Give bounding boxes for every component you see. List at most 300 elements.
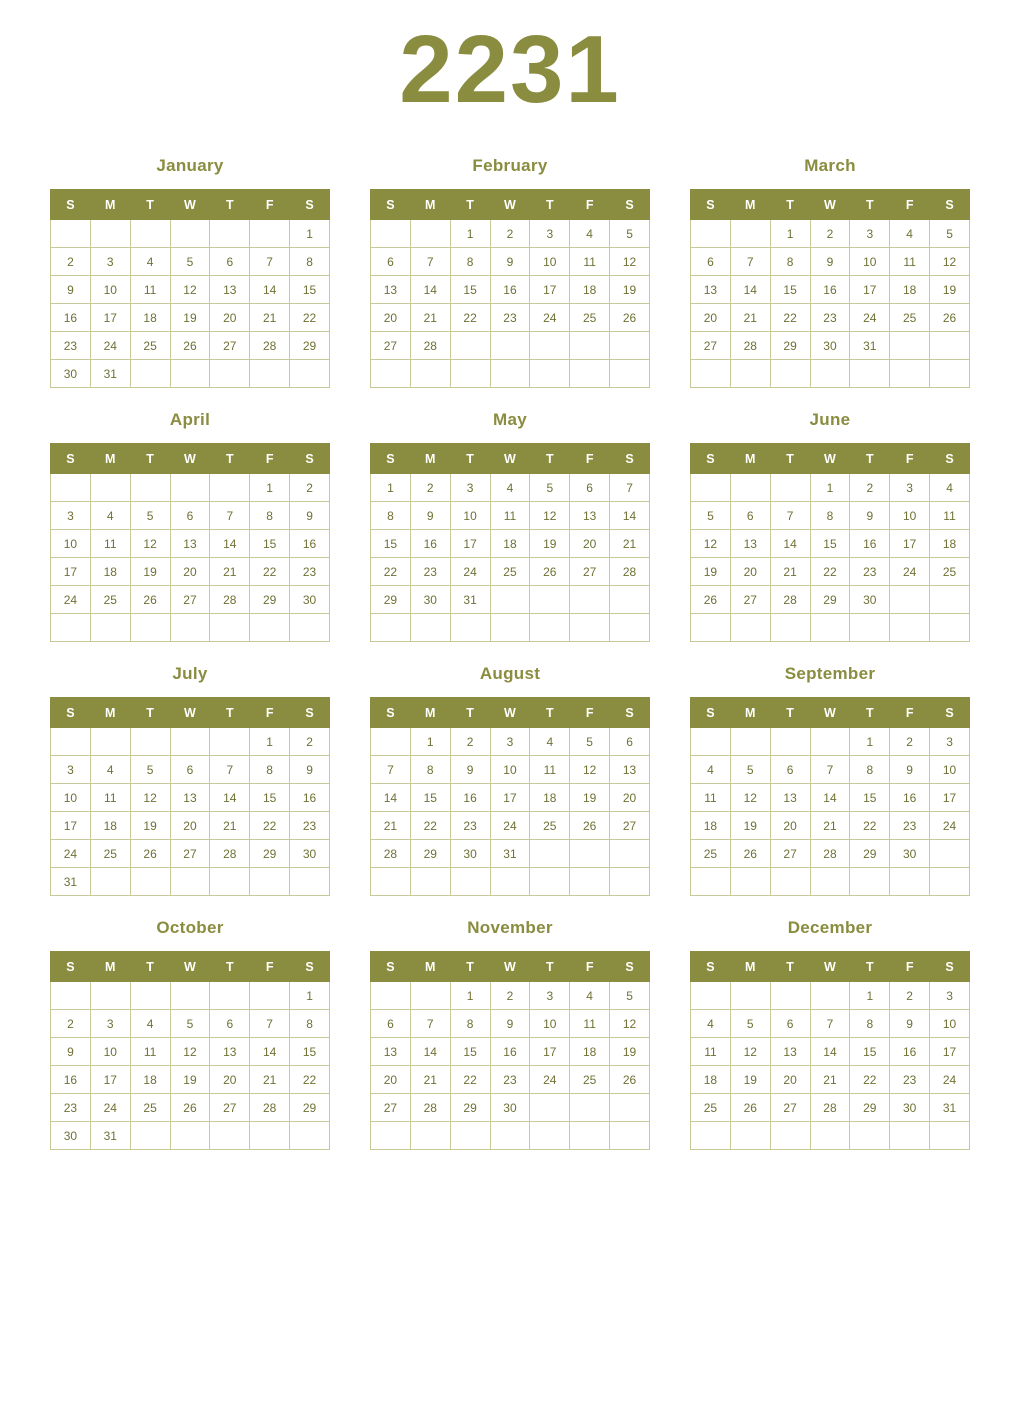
- day-cell[interactable]: 26: [610, 304, 650, 332]
- day-cell[interactable]: 5: [610, 220, 650, 248]
- day-cell[interactable]: 9: [490, 1010, 530, 1038]
- day-cell[interactable]: 25: [490, 558, 530, 586]
- day-cell[interactable]: 7: [610, 474, 650, 502]
- day-cell[interactable]: 18: [570, 276, 610, 304]
- day-cell[interactable]: 23: [51, 332, 91, 360]
- day-cell[interactable]: 5: [130, 756, 170, 784]
- day-cell[interactable]: 14: [210, 784, 250, 812]
- day-cell[interactable]: 4: [691, 756, 731, 784]
- day-cell[interactable]: 31: [51, 868, 91, 896]
- day-cell[interactable]: 29: [410, 840, 450, 868]
- day-cell[interactable]: 21: [810, 812, 850, 840]
- day-cell[interactable]: 23: [850, 558, 890, 586]
- day-cell[interactable]: 20: [730, 558, 770, 586]
- day-cell[interactable]: 28: [770, 586, 810, 614]
- day-cell[interactable]: 22: [850, 1066, 890, 1094]
- day-cell[interactable]: 22: [810, 558, 850, 586]
- day-cell[interactable]: 11: [930, 502, 970, 530]
- day-cell[interactable]: 13: [170, 530, 210, 558]
- day-cell[interactable]: 8: [250, 502, 290, 530]
- day-cell[interactable]: 19: [570, 784, 610, 812]
- day-cell[interactable]: 4: [570, 220, 610, 248]
- day-cell[interactable]: 14: [410, 276, 450, 304]
- day-cell[interactable]: 12: [130, 784, 170, 812]
- day-cell[interactable]: 20: [170, 558, 210, 586]
- day-cell[interactable]: 15: [410, 784, 450, 812]
- day-cell[interactable]: 9: [810, 248, 850, 276]
- day-cell[interactable]: 23: [810, 304, 850, 332]
- day-cell[interactable]: 28: [210, 586, 250, 614]
- day-cell[interactable]: 25: [90, 840, 130, 868]
- day-cell[interactable]: 13: [210, 1038, 250, 1066]
- day-cell[interactable]: 20: [610, 784, 650, 812]
- day-cell[interactable]: 26: [691, 586, 731, 614]
- day-cell[interactable]: 29: [770, 332, 810, 360]
- day-cell[interactable]: 28: [410, 332, 450, 360]
- day-cell[interactable]: 2: [51, 1010, 91, 1038]
- day-cell[interactable]: 24: [850, 304, 890, 332]
- day-cell[interactable]: 29: [290, 1094, 330, 1122]
- day-cell[interactable]: 19: [130, 558, 170, 586]
- day-cell[interactable]: 11: [490, 502, 530, 530]
- day-cell[interactable]: 5: [170, 1010, 210, 1038]
- day-cell[interactable]: 31: [930, 1094, 970, 1122]
- day-cell[interactable]: 23: [51, 1094, 91, 1122]
- day-cell[interactable]: 27: [210, 332, 250, 360]
- day-cell[interactable]: 22: [290, 1066, 330, 1094]
- day-cell[interactable]: 24: [51, 586, 91, 614]
- day-cell[interactable]: 10: [450, 502, 490, 530]
- day-cell[interactable]: 1: [850, 728, 890, 756]
- day-cell[interactable]: 10: [90, 1038, 130, 1066]
- day-cell[interactable]: 23: [290, 812, 330, 840]
- day-cell[interactable]: 3: [530, 220, 570, 248]
- day-cell[interactable]: 9: [890, 756, 930, 784]
- day-cell[interactable]: 13: [691, 276, 731, 304]
- day-cell[interactable]: 14: [810, 784, 850, 812]
- day-cell[interactable]: 26: [130, 840, 170, 868]
- day-cell[interactable]: 31: [490, 840, 530, 868]
- day-cell[interactable]: 24: [490, 812, 530, 840]
- day-cell[interactable]: 21: [371, 812, 411, 840]
- day-cell[interactable]: 7: [410, 1010, 450, 1038]
- day-cell[interactable]: 30: [890, 1094, 930, 1122]
- day-cell[interactable]: 7: [770, 502, 810, 530]
- day-cell[interactable]: 14: [210, 530, 250, 558]
- day-cell[interactable]: 23: [450, 812, 490, 840]
- day-cell[interactable]: 8: [250, 756, 290, 784]
- day-cell[interactable]: 13: [770, 1038, 810, 1066]
- day-cell[interactable]: 10: [490, 756, 530, 784]
- day-cell[interactable]: 6: [570, 474, 610, 502]
- day-cell[interactable]: 10: [530, 248, 570, 276]
- day-cell[interactable]: 10: [51, 784, 91, 812]
- day-cell[interactable]: 3: [450, 474, 490, 502]
- day-cell[interactable]: 2: [890, 728, 930, 756]
- day-cell[interactable]: 23: [290, 558, 330, 586]
- day-cell[interactable]: 18: [490, 530, 530, 558]
- day-cell[interactable]: 29: [850, 1094, 890, 1122]
- day-cell[interactable]: 6: [371, 248, 411, 276]
- day-cell[interactable]: 18: [890, 276, 930, 304]
- day-cell[interactable]: 26: [730, 1094, 770, 1122]
- day-cell[interactable]: 28: [250, 332, 290, 360]
- day-cell[interactable]: 22: [450, 304, 490, 332]
- day-cell[interactable]: 21: [250, 304, 290, 332]
- day-cell[interactable]: 3: [90, 248, 130, 276]
- day-cell[interactable]: 3: [890, 474, 930, 502]
- day-cell[interactable]: 8: [290, 248, 330, 276]
- day-cell[interactable]: 11: [570, 1010, 610, 1038]
- day-cell[interactable]: 8: [450, 1010, 490, 1038]
- day-cell[interactable]: 31: [850, 332, 890, 360]
- day-cell[interactable]: 22: [770, 304, 810, 332]
- day-cell[interactable]: 18: [530, 784, 570, 812]
- day-cell[interactable]: 17: [51, 812, 91, 840]
- day-cell[interactable]: 24: [90, 1094, 130, 1122]
- day-cell[interactable]: 27: [730, 586, 770, 614]
- day-cell[interactable]: 19: [170, 304, 210, 332]
- day-cell[interactable]: 21: [610, 530, 650, 558]
- day-cell[interactable]: 27: [770, 840, 810, 868]
- day-cell[interactable]: 22: [250, 558, 290, 586]
- day-cell[interactable]: 27: [691, 332, 731, 360]
- day-cell[interactable]: 7: [210, 502, 250, 530]
- day-cell[interactable]: 9: [490, 248, 530, 276]
- day-cell[interactable]: 29: [450, 1094, 490, 1122]
- day-cell[interactable]: 9: [290, 502, 330, 530]
- day-cell[interactable]: 13: [371, 1038, 411, 1066]
- day-cell[interactable]: 15: [371, 530, 411, 558]
- day-cell[interactable]: 10: [90, 276, 130, 304]
- day-cell[interactable]: 30: [850, 586, 890, 614]
- day-cell[interactable]: 4: [691, 1010, 731, 1038]
- day-cell[interactable]: 25: [930, 558, 970, 586]
- day-cell[interactable]: 29: [810, 586, 850, 614]
- day-cell[interactable]: 9: [51, 1038, 91, 1066]
- day-cell[interactable]: 3: [850, 220, 890, 248]
- day-cell[interactable]: 17: [450, 530, 490, 558]
- day-cell[interactable]: 24: [930, 1066, 970, 1094]
- day-cell[interactable]: 15: [450, 1038, 490, 1066]
- day-cell[interactable]: 3: [51, 756, 91, 784]
- day-cell[interactable]: 7: [810, 1010, 850, 1038]
- day-cell[interactable]: 6: [210, 1010, 250, 1038]
- day-cell[interactable]: 8: [850, 1010, 890, 1038]
- day-cell[interactable]: 16: [51, 304, 91, 332]
- day-cell[interactable]: 6: [210, 248, 250, 276]
- day-cell[interactable]: 19: [730, 812, 770, 840]
- day-cell[interactable]: 1: [410, 728, 450, 756]
- day-cell[interactable]: 8: [410, 756, 450, 784]
- day-cell[interactable]: 11: [130, 1038, 170, 1066]
- day-cell[interactable]: 22: [371, 558, 411, 586]
- day-cell[interactable]: 22: [290, 304, 330, 332]
- day-cell[interactable]: 12: [170, 1038, 210, 1066]
- day-cell[interactable]: 14: [730, 276, 770, 304]
- day-cell[interactable]: 22: [410, 812, 450, 840]
- day-cell[interactable]: 25: [570, 304, 610, 332]
- day-cell[interactable]: 19: [730, 1066, 770, 1094]
- day-cell[interactable]: 11: [570, 248, 610, 276]
- day-cell[interactable]: 10: [51, 530, 91, 558]
- day-cell[interactable]: 27: [170, 840, 210, 868]
- day-cell[interactable]: 9: [450, 756, 490, 784]
- day-cell[interactable]: 11: [691, 784, 731, 812]
- day-cell[interactable]: 5: [930, 220, 970, 248]
- day-cell[interactable]: 10: [930, 756, 970, 784]
- day-cell[interactable]: 6: [170, 756, 210, 784]
- day-cell[interactable]: 7: [810, 756, 850, 784]
- day-cell[interactable]: 5: [730, 1010, 770, 1038]
- day-cell[interactable]: 30: [490, 1094, 530, 1122]
- day-cell[interactable]: 17: [51, 558, 91, 586]
- day-cell[interactable]: 7: [250, 1010, 290, 1038]
- day-cell[interactable]: 30: [890, 840, 930, 868]
- day-cell[interactable]: 16: [850, 530, 890, 558]
- day-cell[interactable]: 27: [371, 332, 411, 360]
- day-cell[interactable]: 5: [730, 756, 770, 784]
- day-cell[interactable]: 15: [250, 784, 290, 812]
- day-cell[interactable]: 23: [890, 812, 930, 840]
- day-cell[interactable]: 18: [691, 1066, 731, 1094]
- day-cell[interactable]: 17: [530, 1038, 570, 1066]
- day-cell[interactable]: 27: [170, 586, 210, 614]
- day-cell[interactable]: 13: [610, 756, 650, 784]
- day-cell[interactable]: 11: [691, 1038, 731, 1066]
- day-cell[interactable]: 16: [410, 530, 450, 558]
- day-cell[interactable]: 21: [730, 304, 770, 332]
- day-cell[interactable]: 14: [250, 276, 290, 304]
- day-cell[interactable]: 20: [210, 304, 250, 332]
- day-cell[interactable]: 16: [51, 1066, 91, 1094]
- day-cell[interactable]: 28: [810, 840, 850, 868]
- day-cell[interactable]: 22: [850, 812, 890, 840]
- day-cell[interactable]: 15: [290, 276, 330, 304]
- day-cell[interactable]: 25: [890, 304, 930, 332]
- day-cell[interactable]: 16: [890, 784, 930, 812]
- day-cell[interactable]: 24: [450, 558, 490, 586]
- day-cell[interactable]: 10: [890, 502, 930, 530]
- day-cell[interactable]: 19: [930, 276, 970, 304]
- day-cell[interactable]: 12: [730, 1038, 770, 1066]
- day-cell[interactable]: 2: [890, 982, 930, 1010]
- day-cell[interactable]: 12: [691, 530, 731, 558]
- day-cell[interactable]: 20: [210, 1066, 250, 1094]
- day-cell[interactable]: 20: [170, 812, 210, 840]
- day-cell[interactable]: 23: [490, 304, 530, 332]
- day-cell[interactable]: 26: [170, 1094, 210, 1122]
- day-cell[interactable]: 4: [930, 474, 970, 502]
- day-cell[interactable]: 27: [770, 1094, 810, 1122]
- day-cell[interactable]: 12: [930, 248, 970, 276]
- day-cell[interactable]: 9: [850, 502, 890, 530]
- day-cell[interactable]: 19: [610, 276, 650, 304]
- day-cell[interactable]: 6: [730, 502, 770, 530]
- day-cell[interactable]: 27: [610, 812, 650, 840]
- day-cell[interactable]: 26: [610, 1066, 650, 1094]
- day-cell[interactable]: 23: [410, 558, 450, 586]
- day-cell[interactable]: 29: [371, 586, 411, 614]
- day-cell[interactable]: 20: [371, 1066, 411, 1094]
- day-cell[interactable]: 17: [930, 784, 970, 812]
- day-cell[interactable]: 12: [170, 276, 210, 304]
- day-cell[interactable]: 28: [250, 1094, 290, 1122]
- day-cell[interactable]: 24: [530, 1066, 570, 1094]
- day-cell[interactable]: 18: [90, 558, 130, 586]
- day-cell[interactable]: 7: [250, 248, 290, 276]
- day-cell[interactable]: 2: [810, 220, 850, 248]
- day-cell[interactable]: 8: [850, 756, 890, 784]
- day-cell[interactable]: 3: [930, 982, 970, 1010]
- day-cell[interactable]: 1: [290, 982, 330, 1010]
- day-cell[interactable]: 14: [810, 1038, 850, 1066]
- day-cell[interactable]: 9: [410, 502, 450, 530]
- day-cell[interactable]: 24: [51, 840, 91, 868]
- day-cell[interactable]: 20: [371, 304, 411, 332]
- day-cell[interactable]: 17: [530, 276, 570, 304]
- day-cell[interactable]: 18: [930, 530, 970, 558]
- day-cell[interactable]: 12: [130, 530, 170, 558]
- day-cell[interactable]: 17: [930, 1038, 970, 1066]
- day-cell[interactable]: 6: [371, 1010, 411, 1038]
- day-cell[interactable]: 26: [730, 840, 770, 868]
- day-cell[interactable]: 23: [490, 1066, 530, 1094]
- day-cell[interactable]: 29: [290, 332, 330, 360]
- day-cell[interactable]: 13: [210, 276, 250, 304]
- day-cell[interactable]: 11: [530, 756, 570, 784]
- day-cell[interactable]: 13: [570, 502, 610, 530]
- day-cell[interactable]: 2: [290, 728, 330, 756]
- day-cell[interactable]: 30: [410, 586, 450, 614]
- day-cell[interactable]: 25: [570, 1066, 610, 1094]
- day-cell[interactable]: 26: [930, 304, 970, 332]
- day-cell[interactable]: 31: [450, 586, 490, 614]
- day-cell[interactable]: 16: [810, 276, 850, 304]
- day-cell[interactable]: 30: [51, 360, 91, 388]
- day-cell[interactable]: 6: [770, 1010, 810, 1038]
- day-cell[interactable]: 20: [770, 1066, 810, 1094]
- day-cell[interactable]: 14: [410, 1038, 450, 1066]
- day-cell[interactable]: 21: [410, 1066, 450, 1094]
- day-cell[interactable]: 1: [770, 220, 810, 248]
- day-cell[interactable]: 16: [450, 784, 490, 812]
- day-cell[interactable]: 2: [490, 220, 530, 248]
- day-cell[interactable]: 8: [810, 502, 850, 530]
- day-cell[interactable]: 6: [610, 728, 650, 756]
- day-cell[interactable]: 12: [530, 502, 570, 530]
- day-cell[interactable]: 7: [210, 756, 250, 784]
- day-cell[interactable]: 11: [90, 784, 130, 812]
- day-cell[interactable]: 24: [90, 332, 130, 360]
- day-cell[interactable]: 1: [850, 982, 890, 1010]
- day-cell[interactable]: 2: [850, 474, 890, 502]
- day-cell[interactable]: 13: [770, 784, 810, 812]
- day-cell[interactable]: 25: [130, 332, 170, 360]
- day-cell[interactable]: 28: [410, 1094, 450, 1122]
- day-cell[interactable]: 20: [770, 812, 810, 840]
- day-cell[interactable]: 30: [51, 1122, 91, 1150]
- day-cell[interactable]: 22: [250, 812, 290, 840]
- day-cell[interactable]: 30: [450, 840, 490, 868]
- day-cell[interactable]: 5: [530, 474, 570, 502]
- day-cell[interactable]: 8: [371, 502, 411, 530]
- day-cell[interactable]: 23: [890, 1066, 930, 1094]
- day-cell[interactable]: 17: [90, 304, 130, 332]
- day-cell[interactable]: 2: [490, 982, 530, 1010]
- day-cell[interactable]: 25: [530, 812, 570, 840]
- day-cell[interactable]: 22: [450, 1066, 490, 1094]
- day-cell[interactable]: 8: [770, 248, 810, 276]
- day-cell[interactable]: 2: [290, 474, 330, 502]
- day-cell[interactable]: 13: [170, 784, 210, 812]
- day-cell[interactable]: 12: [610, 1010, 650, 1038]
- day-cell[interactable]: 2: [51, 248, 91, 276]
- day-cell[interactable]: 4: [90, 502, 130, 530]
- day-cell[interactable]: 30: [290, 586, 330, 614]
- day-cell[interactable]: 17: [850, 276, 890, 304]
- day-cell[interactable]: 4: [130, 1010, 170, 1038]
- day-cell[interactable]: 12: [570, 756, 610, 784]
- day-cell[interactable]: 18: [570, 1038, 610, 1066]
- day-cell[interactable]: 30: [290, 840, 330, 868]
- day-cell[interactable]: 18: [691, 812, 731, 840]
- day-cell[interactable]: 1: [810, 474, 850, 502]
- day-cell[interactable]: 16: [290, 784, 330, 812]
- day-cell[interactable]: 3: [930, 728, 970, 756]
- day-cell[interactable]: 24: [930, 812, 970, 840]
- day-cell[interactable]: 6: [170, 502, 210, 530]
- day-cell[interactable]: 21: [210, 812, 250, 840]
- day-cell[interactable]: 7: [410, 248, 450, 276]
- day-cell[interactable]: 14: [371, 784, 411, 812]
- day-cell[interactable]: 26: [530, 558, 570, 586]
- day-cell[interactable]: 15: [850, 784, 890, 812]
- day-cell[interactable]: 13: [371, 276, 411, 304]
- day-cell[interactable]: 15: [250, 530, 290, 558]
- day-cell[interactable]: 4: [130, 248, 170, 276]
- day-cell[interactable]: 1: [290, 220, 330, 248]
- day-cell[interactable]: 11: [890, 248, 930, 276]
- day-cell[interactable]: 28: [810, 1094, 850, 1122]
- day-cell[interactable]: 16: [890, 1038, 930, 1066]
- day-cell[interactable]: 19: [530, 530, 570, 558]
- day-cell[interactable]: 1: [450, 982, 490, 1010]
- day-cell[interactable]: 5: [570, 728, 610, 756]
- day-cell[interactable]: 28: [730, 332, 770, 360]
- day-cell[interactable]: 16: [290, 530, 330, 558]
- day-cell[interactable]: 29: [250, 586, 290, 614]
- day-cell[interactable]: 28: [371, 840, 411, 868]
- day-cell[interactable]: 3: [90, 1010, 130, 1038]
- day-cell[interactable]: 19: [691, 558, 731, 586]
- day-cell[interactable]: 21: [250, 1066, 290, 1094]
- day-cell[interactable]: 16: [490, 1038, 530, 1066]
- day-cell[interactable]: 5: [170, 248, 210, 276]
- day-cell[interactable]: 31: [90, 1122, 130, 1150]
- day-cell[interactable]: 19: [610, 1038, 650, 1066]
- day-cell[interactable]: 26: [130, 586, 170, 614]
- day-cell[interactable]: 5: [610, 982, 650, 1010]
- day-cell[interactable]: 2: [450, 728, 490, 756]
- day-cell[interactable]: 11: [90, 530, 130, 558]
- day-cell[interactable]: 26: [570, 812, 610, 840]
- day-cell[interactable]: 9: [51, 276, 91, 304]
- day-cell[interactable]: 25: [691, 840, 731, 868]
- day-cell[interactable]: 21: [770, 558, 810, 586]
- day-cell[interactable]: 15: [770, 276, 810, 304]
- day-cell[interactable]: 1: [250, 474, 290, 502]
